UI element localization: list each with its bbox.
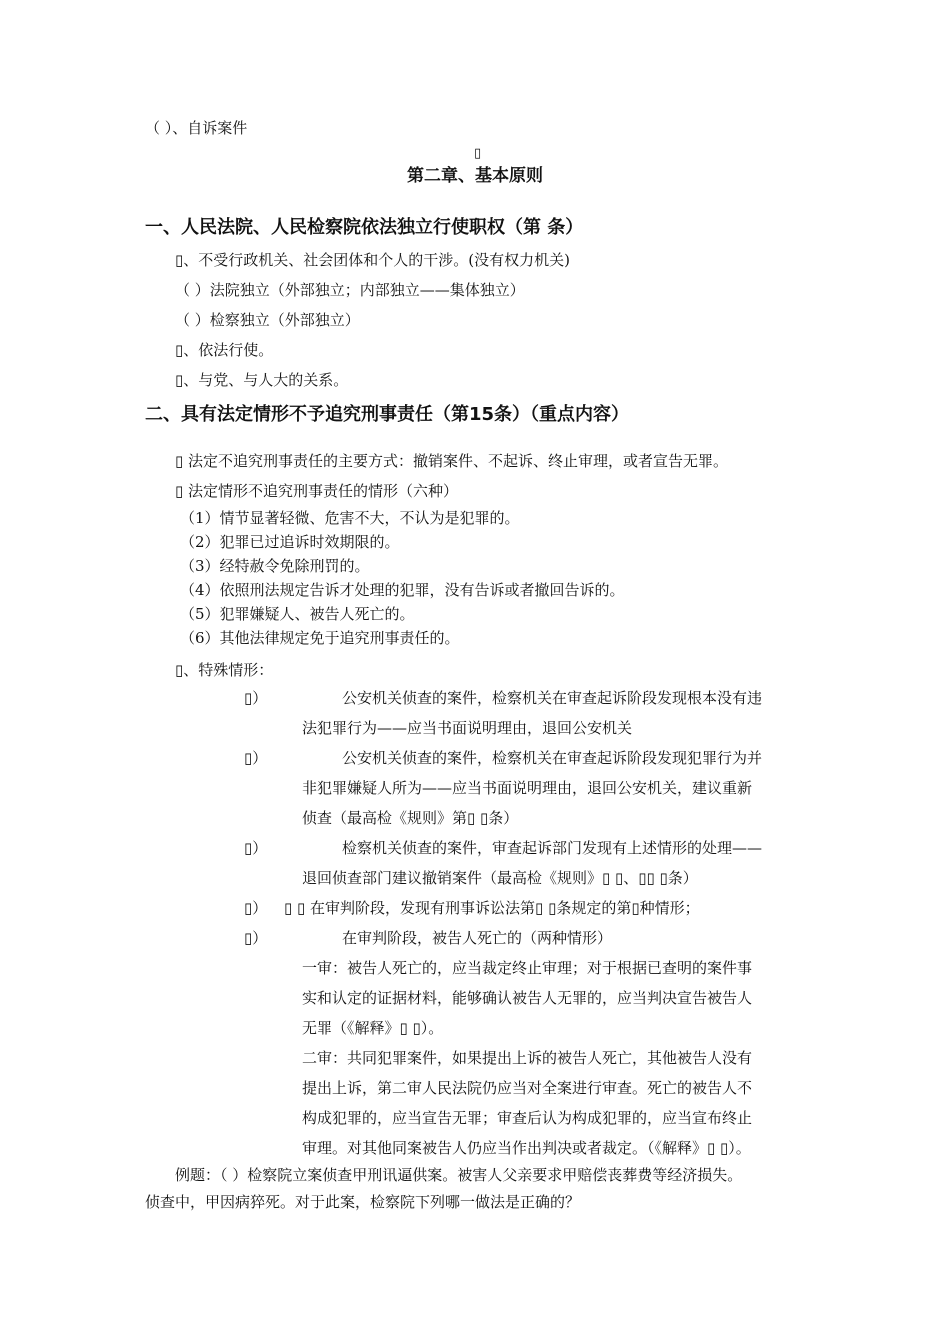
special-text: 公安机关侦查的案件，检察机关在审查起诉阶段发现根本没有违 — [342, 689, 763, 707]
case-list-item: （6）其他法律规定免于追究刑事责任的。 — [180, 629, 460, 647]
case-list-item: （4）依照刑法规定告诉才处理的犯罪，没有告诉或者撤回告诉的。 — [180, 581, 625, 599]
special-text: 在审判阶段，被告人死亡的（两种情形） — [342, 929, 613, 947]
case-list-item: （5）犯罪嫌疑人、被告人死亡的。 — [180, 605, 415, 623]
case-list-item: （1）情节显著轻微、危害不大，不认为是犯罪的。 — [180, 509, 520, 527]
special-text: 实和认定的证据材料，能够确认被告人无罪的，应当判决宣告被告人 — [302, 989, 753, 1007]
special-text: 退回侦查部门建议撤销案件（最高检《规则》▯ ▯、▯▯ ▯条） — [302, 869, 698, 887]
special-text: 侦查（最高检《规则》第▯ ▯条） — [302, 809, 519, 827]
special-marker: ▯） — [244, 749, 268, 767]
special-text: 二审：共同犯罪案件，如果提出上诉的被告人死亡，其他被告人没有 — [302, 1049, 753, 1067]
section1-item: ▯、与党、与人大的关系。 — [175, 371, 349, 389]
special-text: 法犯罪行为——应当书面说明理由，退回公安机关 — [302, 719, 633, 737]
section1-item: （ ）检察独立（外部独立） — [175, 311, 360, 329]
special-marker: ▯） — [244, 689, 268, 707]
case-list-item: （3）经特赦令免除刑罚的。 — [180, 557, 370, 575]
special-text: 审理。对其他同案被告人仍应当作出判决或者裁定。（《解释》▯ ▯）。 — [302, 1139, 751, 1157]
special-marker: ▯） — [244, 929, 268, 947]
special-heading: ▯、特殊情形： — [175, 661, 274, 679]
section2-point1: ▯ 法定不追究刑事责任的主要方式：撤销案件、不起诉、终止审理，或者宣告无罪。 — [175, 452, 729, 470]
special-text: 无罪（《解释》▯ ▯）。 — [302, 1019, 444, 1037]
special-text: ▯ ▯ 在审判阶段，发现有刑事诉讼法第▯ ▯条规定的第▯种情形； — [284, 899, 700, 917]
special-text: 非犯罪嫌疑人所为——应当书面说明理由，退回公安机关，建议重新 — [302, 779, 753, 797]
special-text: 检察机关侦查的案件，审查起诉部门发现有上述情形的处理—— — [342, 839, 763, 857]
special-text: 构成犯罪的，应当宣告无罪；审查后认为构成犯罪的，应当宣布终止 — [302, 1109, 753, 1127]
chapter-title: 第二章、基本原则 — [407, 166, 543, 186]
special-marker: ▯） — [244, 899, 268, 917]
section2-heading: 二、具有法定情形不予追究刑事责任（第15条）（重点内容） — [145, 404, 630, 425]
case-list-item: （2）犯罪已过追诉时效期限的。 — [180, 533, 400, 551]
special-text: 提出上诉，第二审人民法院仍应当对全案进行审查。死亡的被告人不 — [302, 1079, 753, 1097]
section1-item: ▯、依法行使。 — [175, 341, 274, 359]
special-marker: ▯） — [244, 839, 268, 857]
section2-point2: ▯ 法定情形不追究刑事责任的情形（六种） — [175, 482, 459, 500]
special-text: 一审：被告人死亡的，应当裁定终止审理；对于根据已查明的案件事 — [302, 959, 753, 977]
top-item: （ ）、自诉案件 — [145, 119, 248, 137]
section1-item: ▯、不受行政机关、社会团体和个人的干涉。(没有权力机关) — [175, 251, 570, 269]
example-line: 侦查中，甲因病猝死。对于此案，检察院下列哪一做法是正确的？ — [145, 1193, 581, 1211]
glyph-marker: ▯ — [474, 146, 482, 161]
section1-heading: 一、人民法院、人民检察院依法独立行使职权（第 条） — [145, 217, 584, 238]
special-text: 公安机关侦查的案件，检察机关在审查起诉阶段发现犯罪行为并 — [342, 749, 763, 767]
example-line: 例题：（ ）检察院立案侦查甲刑讯逼供案。被害人父亲要求甲赔偿丧葬费等经济损失。 — [175, 1166, 743, 1184]
section1-item: （ ）法院独立（外部独立；内部独立——集体独立） — [175, 281, 525, 299]
